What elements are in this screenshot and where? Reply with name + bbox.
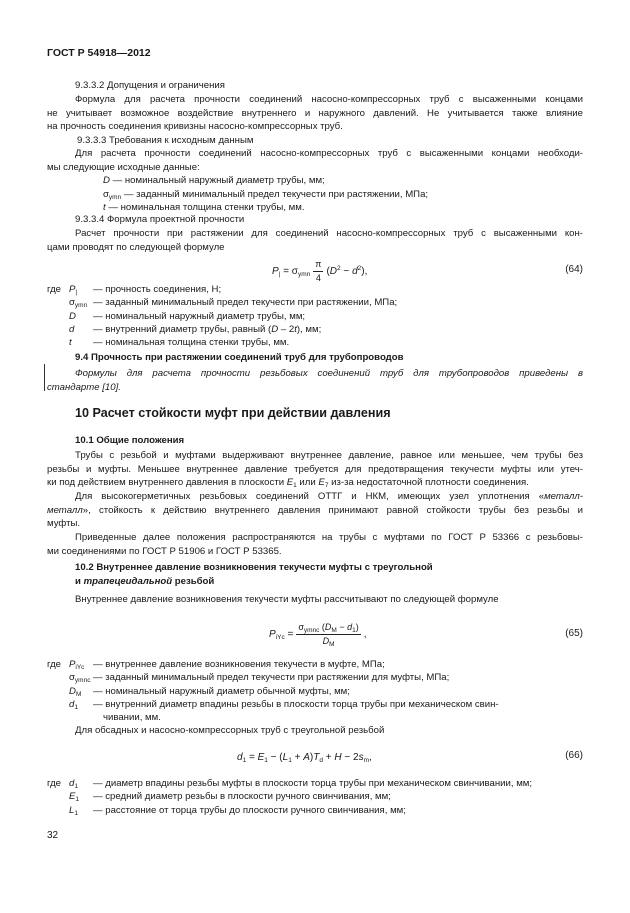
definition-symbol: $P_{iYc}$	[69, 659, 85, 671]
definition-row	[47, 804, 583, 817]
definition-row	[47, 671, 583, 684]
definition-text: чивании, мм.	[103, 712, 161, 724]
definition-row	[47, 323, 583, 336]
text-line: $\sigma_{ymn}$ — заданный минимальный предел текучести при растяжении, МПа;	[103, 188, 429, 201]
paragraph	[47, 227, 583, 254]
text-line: Трубы с резьбой и муфтами выдерживают внутреннее давление, равное или меньшее, чем трубы без	[75, 450, 583, 461]
paragraph	[47, 93, 583, 134]
definition-symbol: $E_1$	[69, 791, 80, 804]
definition-symbol: $P_|$	[69, 284, 78, 296]
definition-symbol: $\sigma_{ymnc}$	[69, 672, 91, 685]
definition-text: — заданный минимальный предел текучести при растяжении для муфты, МПа;	[93, 672, 450, 684]
section-9-3-3-2-title: 9.3.3.2 Допущения и ограничения	[75, 80, 225, 91]
definition-symbol: D	[69, 310, 76, 322]
definition-text: — прочность соединения, Н;	[93, 284, 222, 295]
text-line: D — номинальный наружный диаметр трубы, мм;	[103, 175, 325, 186]
formula-lhs: $P_| = \sigma_{ymn}$	[272, 265, 311, 278]
definition-row	[47, 698, 583, 711]
definition-text: — внутренний диаметр трубы, равный (D – 2t), мм;	[93, 323, 322, 335]
text-line: мы следующие исходные данные:	[47, 161, 200, 173]
text-line: не учитывает возможное воздействие внутреннего и наружного давлений. Не учитывается также влияние	[47, 107, 583, 119]
formula-expression: $d_1 = E_1 - (L_1 + A)T_d + H - 2s_m$,	[237, 751, 372, 764]
definition-symbol: $d_1$	[69, 778, 78, 790]
definition-row	[47, 685, 583, 698]
fraction: $\frac{\sigma_{ymnc} (D_M - d_1)}{D_M}$	[298, 621, 359, 648]
text-line: ми соединениями по ГОСТ Р 51906 и ГОСТ Р 53365.	[47, 545, 282, 557]
section-9-3-3-4-title: 9.3.3.4 Формула проектной прочности	[75, 214, 245, 225]
section-10-heading: 10 Расчет стойкости муфт при действии давления	[75, 406, 391, 420]
paragraph	[47, 367, 583, 394]
section-10-1-title: 10.1 Общие положения	[75, 435, 185, 446]
section-9-4-title: 9.4 Прочность при растяжении соединений труб для трубопроводов	[75, 352, 404, 363]
text-line: цами проводят по следующей формуле	[47, 241, 225, 253]
text-line: и трапецеидальной резьбой	[75, 575, 215, 587]
text-line: ки под действием внутреннего давления в плоскости $E_1$ или $E_7$ из-за недостаточной плотности соединения.	[47, 477, 529, 489]
formula-number: (66)	[565, 750, 583, 761]
definition-text: — диаметр впадины резьбы муфты в плоскости торца трубы при механическом свинчивании, мм;	[93, 778, 533, 789]
definition-text: — заданный минимальный предел текучести при растяжении, МПа;	[93, 297, 398, 309]
definition-row	[47, 658, 583, 671]
section-9-3-3-3-title: 9.3.3.3 Требования к исходным данным	[77, 135, 254, 146]
text-line: муфты.	[47, 518, 81, 529]
definition-row	[47, 296, 583, 309]
definition-symbol: t	[69, 337, 72, 349]
definition-row	[47, 283, 583, 296]
definition-row	[47, 790, 583, 803]
definition-symbol: $d_1$	[69, 698, 78, 711]
definition-symbol: $\sigma_{ymn}$	[69, 297, 88, 310]
change-mark-bar	[44, 364, 45, 391]
definition-text: — внутреннее давление возникновения текучести в муфте, МПа;	[93, 659, 385, 670]
definition-row	[47, 711, 583, 724]
text-line: Расчет прочности при растяжении для соединений насосно-компрессорных труб с высаженными кон-	[75, 228, 583, 239]
definition-text: — средний диаметр резьбы в плоскости ручного свинчивания, мм;	[93, 791, 391, 803]
section-10-2-title	[75, 561, 583, 588]
definition-symbol: d	[69, 323, 75, 335]
definition-text: — номинальная толщина стенки трубы, мм.	[93, 337, 290, 349]
text-line: Формула для расчета прочности соединений насосно-компрессорных труб с высаженными концами	[75, 94, 583, 105]
formula-66	[47, 749, 583, 765]
text-line: резьбы и муфты. Меньшее внутреннее давление требуется для предотвращения текучести муфты или утеч-	[47, 463, 583, 475]
definitions-65	[47, 658, 583, 724]
formula-number: (65)	[565, 628, 583, 639]
definition-text: — расстояние от торца трубы до плоскости ручного свинчивания, мм;	[93, 804, 406, 816]
paragraph: Внутреннее давление возникновения текучести муфты рассчитывают по следующей формуле	[75, 594, 499, 605]
page-number: 32	[47, 830, 59, 841]
fraction: $\frac{\pi}{4}$	[315, 258, 322, 283]
text-line: Для расчета прочности соединений насосно-компрессорных труб с высаженными концами необходи-	[75, 148, 583, 159]
formula-rhs: ,	[363, 628, 367, 640]
text-line: стандарте [10].	[47, 381, 121, 393]
text-line: 10.2 Внутреннее давление возникновения текучести муфты с треугольной	[75, 562, 433, 573]
paragraph	[47, 449, 583, 490]
formula-number: (64)	[565, 264, 583, 275]
formula-65	[47, 620, 583, 648]
definition-lead: где	[47, 284, 62, 295]
text-line: Формулы для расчета прочности резьбовых соединений труб для трубопроводов приведены в	[75, 368, 583, 379]
paragraph	[47, 147, 583, 174]
definitions-66	[47, 777, 583, 817]
document-header: ГОСТ Р 54918—2012	[47, 47, 151, 59]
definition-row	[47, 310, 583, 323]
paragraph: Для обсадных и насосно-компрессорных труб с треугольной резьбой	[75, 725, 385, 736]
definition-lead: где	[47, 778, 62, 789]
paragraph	[47, 490, 583, 531]
definition-lead: где	[47, 659, 62, 670]
definition-row	[47, 777, 583, 790]
paragraph	[47, 531, 583, 558]
definition-symbol: $L_1$	[69, 804, 78, 817]
formula-rhs: $(D^2 - d^2)$,	[326, 264, 368, 277]
text-line: Приведенные далее положения распространяются на трубы с муфтами по ГОСТ Р 53366 с резьбовы-	[75, 532, 583, 543]
text-line: t — номинальная толщина стенки трубы, мм.	[103, 202, 305, 213]
definition-symbol: $D_M$	[69, 685, 82, 698]
text-line: Для высокогерметичных резьбовых соединений ОТТГ и НКМ, имеющих узел уплотнения «металл-	[75, 491, 583, 502]
formula-64	[47, 258, 583, 284]
text-line: металл», стойкость к действию внутреннего давления принимают равной стойкости трубы без резьбы и	[47, 504, 583, 516]
text-line: на прочность соединения кривизны насосно-компрессорных труб.	[47, 121, 343, 132]
definition-row	[47, 336, 583, 349]
input-data-list	[103, 174, 583, 215]
definition-text: — внутренний диаметр впадины резьбы в плоскости торца трубы при механическом свин-	[93, 698, 499, 710]
formula-lhs: $P_{iYc}$ =	[269, 628, 294, 641]
definitions-64	[47, 283, 583, 349]
definition-text: — номинальный наружный диаметр трубы, мм;	[93, 310, 306, 322]
definition-text: — номинальный наружный диаметр обычной муфты, мм;	[93, 685, 350, 697]
